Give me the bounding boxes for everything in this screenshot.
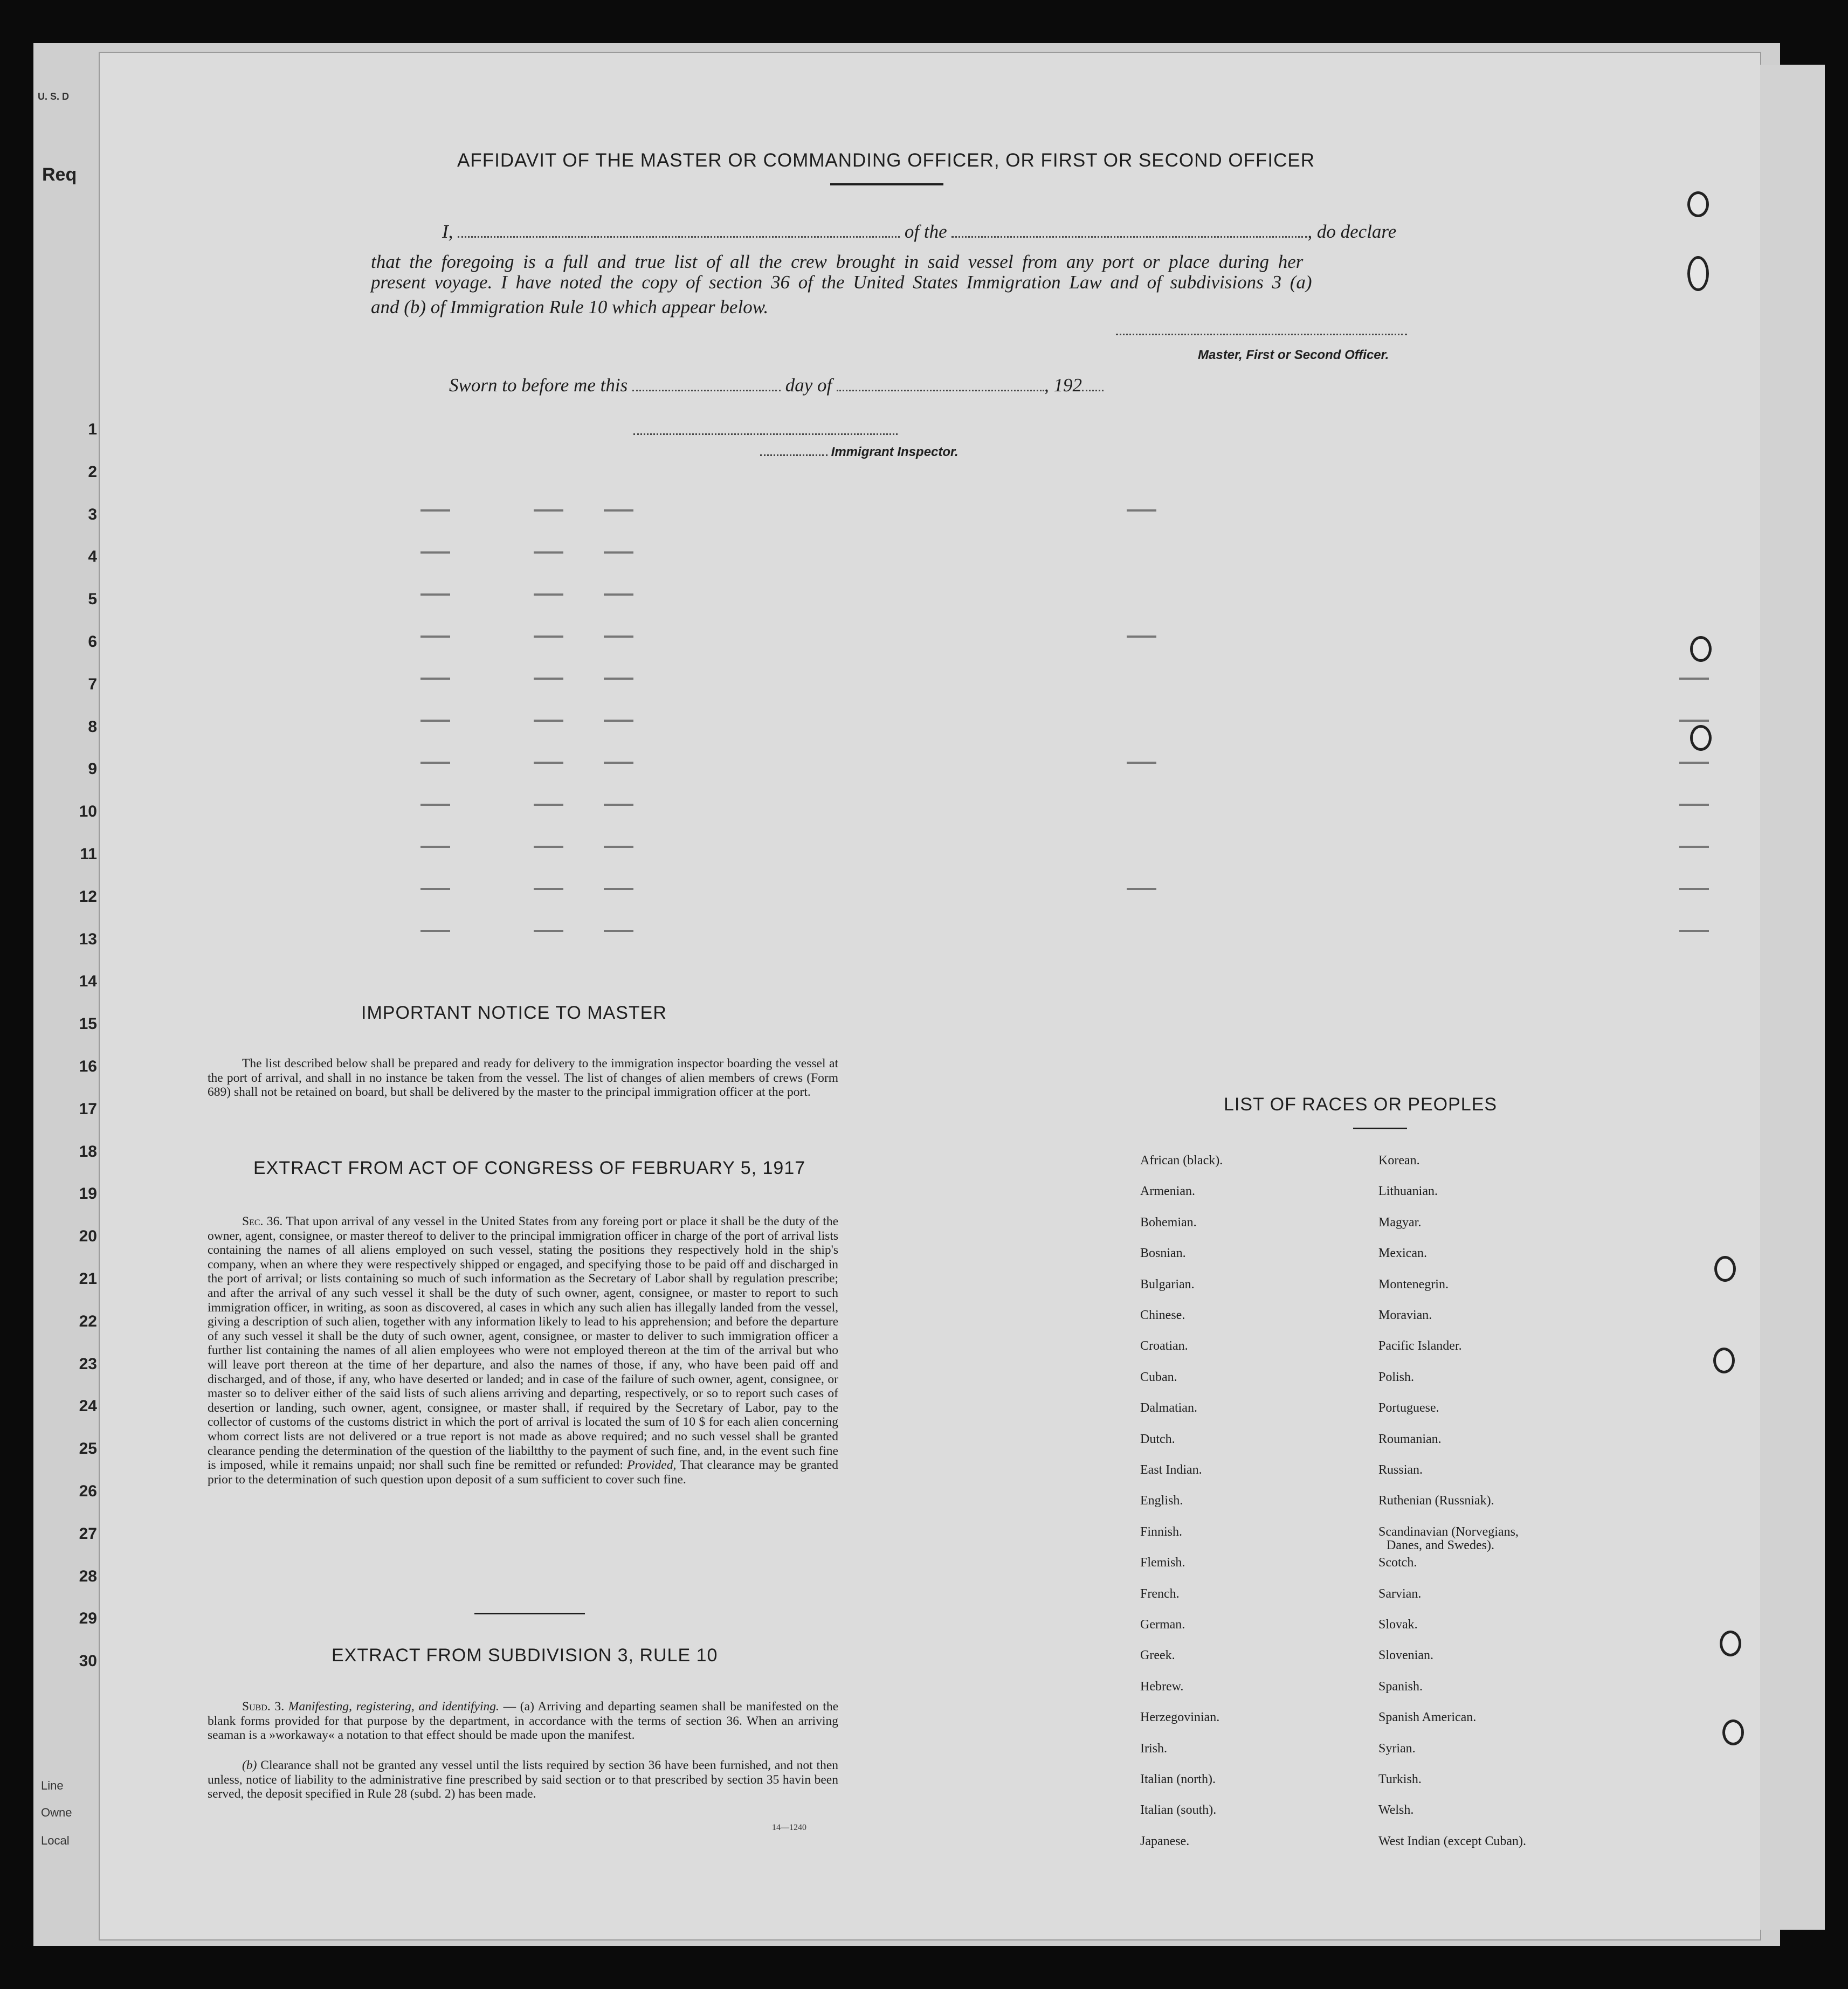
underlying-line-number: 7 — [88, 675, 97, 693]
race-item: Chinese. — [1140, 1308, 1185, 1322]
right-edge-strip — [1760, 65, 1825, 1930]
underlying-line-number: 21 — [79, 1270, 97, 1288]
race-item: Scotch. — [1378, 1556, 1417, 1570]
underlying-line-number: 23 — [79, 1355, 97, 1373]
punch-hole-icon — [1687, 256, 1709, 291]
affidavit-line-2: that the foregoing is a full and true list of all the crew brought in said vessel from any port or place during her — [371, 251, 1304, 272]
underlying-line-number: 8 — [88, 717, 97, 736]
underlying-line-numbers — [33, 81, 98, 1903]
affidavit-i: I, — [442, 221, 453, 242]
race-item: Herzegovinian. — [1140, 1710, 1220, 1725]
race-item: Bulgarian. — [1140, 1277, 1195, 1292]
race-item: French. — [1140, 1586, 1180, 1601]
underlying-line-number: 24 — [79, 1397, 97, 1415]
rule-subd-heading: Manifesting, registering, and identifying. — [288, 1700, 499, 1714]
inspector-leader-dots — [760, 445, 828, 456]
race-item: West Indian (except Cuban). — [1378, 1834, 1526, 1848]
underlying-line-number: 14 — [79, 972, 97, 991]
inspector-signature-label — [760, 445, 959, 460]
underlying-line-number: 5 — [88, 590, 97, 609]
month-blank — [837, 377, 1044, 391]
act-section-label: Sec. 36. — [242, 1214, 283, 1228]
race-item: African (black). — [1140, 1154, 1223, 1168]
show-through-dash — [420, 846, 450, 848]
underlying-footer-owner: Owne — [41, 1806, 72, 1819]
underlying-line-number: 9 — [88, 760, 97, 778]
show-through-dash — [420, 678, 450, 680]
rule-b-text: Clearance shall not be granted any vessel until the lists required by section 36 have been furnished, and not then unless, notice of liability to the administrative fine prescribed by said section or to that prescribed by section 35 havin been served, the deposit specified in Rule 28 (subd. 2) has been made. — [208, 1758, 839, 1801]
show-through-dash — [604, 720, 633, 722]
show-through-dash — [1127, 509, 1156, 512]
show-through-dash — [534, 720, 563, 722]
punch-hole-icon — [1687, 191, 1709, 217]
race-item: Croatian. — [1140, 1339, 1188, 1353]
act-body — [208, 1214, 838, 1487]
show-through-dash — [534, 846, 563, 848]
show-through-dash — [604, 551, 633, 554]
race-item: Bosnian. — [1140, 1246, 1186, 1261]
rule-a-text: — (a) Arriving and departing seamen shall be manifested on the blank forms provided for that purpose by the department, in accordance with the terms of section 36. When an arriving seaman is a »workaway« a notation to that effect should be made upon the manifest. — [208, 1700, 839, 1743]
show-through-dash — [1127, 636, 1156, 638]
underlying-line-number: 29 — [79, 1610, 97, 1628]
affidavit-title: AFFIDAVIT OF THE MASTER OR COMMANDING OFFICER, OR FIRST OR SECOND OFFICER — [457, 150, 1315, 171]
underlying-line-number: 13 — [79, 930, 97, 948]
race-item: Korean. — [1378, 1154, 1420, 1168]
punch-hole-icon — [1690, 725, 1712, 751]
underlying-req-label: Req — [42, 164, 77, 185]
race-item: Flemish. — [1140, 1556, 1185, 1570]
underlying-line-number: 26 — [79, 1482, 97, 1500]
race-item: Mexican. — [1378, 1246, 1427, 1261]
show-through-dash — [604, 509, 633, 512]
race-item: Ruthenian (Russniak). — [1378, 1494, 1494, 1508]
race-item: Montenegrin. — [1378, 1277, 1449, 1292]
race-item: Greek. — [1140, 1648, 1175, 1663]
form-number: 14—1240 — [772, 1823, 806, 1832]
race-item: Lithuanian. — [1378, 1184, 1438, 1199]
show-through-dash — [534, 636, 563, 638]
underlying-line-number: 22 — [79, 1312, 97, 1330]
year-blank — [1082, 377, 1104, 391]
show-through-dash — [604, 593, 633, 596]
underlying-line-number: 25 — [79, 1440, 97, 1458]
show-through-dash — [420, 509, 450, 512]
race-item: Spanish American. — [1378, 1710, 1477, 1725]
race-item: Russian. — [1378, 1463, 1423, 1477]
race-item: East Indian. — [1140, 1463, 1202, 1477]
race-item: Italian (north). — [1140, 1772, 1216, 1786]
punch-hole-icon — [1720, 1631, 1741, 1656]
show-through-dash — [534, 593, 563, 596]
show-through-dash — [420, 930, 450, 932]
race-item: Hebrew. — [1140, 1679, 1184, 1694]
underlying-line-number: 12 — [79, 887, 97, 906]
underlying-line-number: 15 — [79, 1015, 97, 1033]
race-item: English. — [1140, 1494, 1183, 1508]
sworn-text: Sworn to before me this — [449, 375, 628, 396]
show-through-dash — [1127, 762, 1156, 764]
sworn-line — [449, 375, 1104, 396]
affidavit-line-1 — [442, 221, 1396, 243]
underlying-top-label: U. S. D — [38, 91, 70, 102]
underlying-line-number: 20 — [79, 1227, 97, 1246]
underlying-line-number: 18 — [79, 1142, 97, 1161]
show-through-dash — [534, 804, 563, 806]
underlying-line-number: 11 — [80, 845, 97, 863]
show-through-dash — [534, 762, 563, 764]
show-through-dash — [604, 636, 633, 638]
race-item: Slovak. — [1378, 1618, 1418, 1632]
punch-hole-icon — [1714, 1256, 1736, 1282]
act-title: EXTRACT FROM ACT OF CONGRESS OF FEBRUARY 5, 1917 — [253, 1158, 806, 1178]
show-through-dash — [1679, 930, 1709, 932]
race-item: Dalmatian. — [1140, 1401, 1197, 1415]
show-through-dash — [1679, 678, 1709, 680]
race-item: Japanese. — [1140, 1834, 1190, 1848]
show-through-dash — [420, 720, 450, 722]
underlying-line-number: 6 — [88, 633, 97, 651]
race-item: Scandinavian (Norvegians, — [1378, 1524, 1519, 1539]
race-item: Dutch. — [1140, 1432, 1175, 1446]
affidavit-declare: , do declare — [1307, 221, 1397, 242]
underlying-line-number: 4 — [88, 548, 97, 566]
race-item: Moravian. — [1378, 1308, 1432, 1322]
race-item: Slovenian. — [1378, 1648, 1433, 1663]
punch-hole-icon — [1713, 1348, 1735, 1373]
race-item: Portuguese. — [1378, 1401, 1439, 1415]
underlying-line-number: 2 — [88, 462, 97, 481]
show-through-dash — [420, 804, 450, 806]
year-text: , 192 — [1044, 375, 1082, 396]
show-through-dash — [604, 678, 633, 680]
affidavit-line-3: present voyage. I have noted the copy of section 36 of the United States Immigration Law and of subdivisions 3 (a) — [371, 272, 1312, 293]
race-item: Turkish. — [1378, 1772, 1422, 1786]
show-through-dash — [1679, 888, 1709, 890]
underlying-line-number: 30 — [79, 1652, 97, 1670]
show-through-dash — [420, 593, 450, 596]
show-through-dash — [1679, 720, 1709, 722]
show-through-dash — [1679, 762, 1709, 764]
underlying-line-number: 28 — [79, 1567, 97, 1585]
vessel-blank — [951, 223, 1307, 238]
notice-title: IMPORTANT NOTICE TO MASTER — [361, 1003, 667, 1023]
show-through-dash — [420, 551, 450, 554]
affidavit-line-4: and (b) of Immigration Rule 10 which appear below. — [371, 296, 769, 317]
race-item: Syrian. — [1378, 1741, 1416, 1756]
race-item: Armenian. — [1140, 1184, 1195, 1199]
show-through-dash — [604, 804, 633, 806]
underlying-line-number: 10 — [79, 803, 97, 821]
show-through-dash — [420, 888, 450, 890]
race-item: Spanish. — [1378, 1679, 1423, 1694]
underlying-footer-local: Local — [41, 1834, 70, 1847]
show-through-dash — [604, 846, 633, 848]
punch-hole-icon — [1690, 636, 1712, 662]
race-item: German. — [1140, 1618, 1185, 1632]
race-item: Cuban. — [1140, 1370, 1177, 1384]
show-through-dash — [534, 509, 563, 512]
show-through-dash — [1127, 888, 1156, 890]
races-title: LIST OF RACES OR PEOPLES — [1224, 1094, 1498, 1115]
underlying-line-number: 27 — [79, 1524, 97, 1543]
race-item: Welsh. — [1378, 1803, 1414, 1818]
race-item: Finnish. — [1140, 1524, 1183, 1539]
notice-body: The list described below shall be prepared and ready for delivery to the immigration inspector boarding the vessel at the port of arrival, and shall in no instance be taken from the vessel. The list of changes of alien members of crews (Form 689) shall not be retained on board, but shall be delivered by the master to the principal immigration officer at the port. — [208, 1056, 838, 1100]
show-through-dash — [534, 888, 563, 890]
show-through-dash — [604, 930, 633, 932]
show-through-dash — [534, 551, 563, 554]
show-through-dash — [1679, 804, 1709, 806]
rule-b-paragraph — [208, 1758, 838, 1801]
affidavit-of-the: of the — [904, 221, 947, 242]
inspector-signature-line — [633, 431, 898, 435]
underlying-line-number: 17 — [79, 1100, 97, 1118]
race-item: Pacific Islander. — [1378, 1339, 1462, 1353]
day-blank — [632, 377, 781, 391]
show-through-dash — [604, 762, 633, 764]
race-item: Bohemian. — [1140, 1215, 1197, 1230]
underlying-line-number: 3 — [88, 505, 97, 523]
name-blank — [458, 223, 900, 238]
underlying-line-number: 1 — [88, 420, 97, 438]
officer-signature-label: Master, First or Second Officer. — [1198, 348, 1389, 362]
underlying-line-number: 16 — [79, 1058, 97, 1075]
race-item: Irish. — [1140, 1741, 1167, 1756]
show-through-dash — [534, 930, 563, 932]
races-title-rule — [1353, 1128, 1407, 1129]
show-through-dash — [1679, 846, 1709, 848]
act-rule — [474, 1613, 585, 1614]
underlying-line-number: 19 — [79, 1185, 97, 1203]
show-through-dash — [420, 636, 450, 638]
race-item: Italian (south). — [1140, 1803, 1217, 1818]
race-item: Sarvian. — [1378, 1586, 1422, 1601]
show-through-dash — [534, 678, 563, 680]
day-of-text: day of — [785, 375, 832, 396]
rule-title: EXTRACT FROM SUBDIVISION 3, RULE 10 — [332, 1645, 718, 1666]
officer-signature-line — [1116, 332, 1407, 335]
show-through-dash — [604, 888, 633, 890]
title-underline — [830, 183, 943, 185]
underlying-footer-line: Line — [41, 1779, 64, 1792]
race-item: Roumanian. — [1378, 1432, 1442, 1446]
race-item: Magyar. — [1378, 1215, 1422, 1230]
inspector-label-text: Immigrant Inspector. — [831, 445, 959, 459]
act-body-end: That clearance may be granted prior to the determination of such question upon deposit of a sum sufficient to cover such fine. — [208, 1458, 839, 1487]
rule-a-paragraph — [208, 1700, 838, 1743]
punch-hole-icon — [1722, 1719, 1744, 1745]
race-item: Danes, and Swedes). — [1387, 1538, 1494, 1552]
race-item: Polish. — [1378, 1370, 1415, 1384]
rule-subd-label: Subd. 3. — [242, 1700, 285, 1714]
rule-b-label: (b) — [242, 1758, 257, 1772]
show-through-dash — [420, 762, 450, 764]
act-body-text: That upon arrival of any vessel in the United States from any foreing port or place it shall be the duty of the owner, agent, consignee, or master thereof to deliver to the principal immigration officer in charge of the port of arrival lists containing the names of all aliens employed on such vessel, stating the positions they respectively hold in the ship's company, when an where they were respectively shipped or engaged, and specifying those to be paid off and discharged in the port of arrival; or lists containing so much of such information as the Secretary of Labor shall by regulation prescribe; and after the arrival of any such vessel it shall be the duty of such owner, agent, consignee, or master to report to such immigration officer, in writing, as soon as discovered, al cases in which any such alien has illegally landed from the vessel, giving a description of such alien, together with any information likely to lead to his apprehension; and before the departure of any such vessel it shall be the duty of such owner, agent, consignee, or master to deliver to such immigration officer a further list containing the names of all alien employees who were not employed thereon at the tim of the arrival but who will leave port thereon at the time of her departure, and also the names of those, if any, who have been paid off and discharged, and of those, if any, who have deserted or landed; and in case of the failure of such owner, agent, consignee, or master so to deliver either of the said lists of such aliens arriving and departing, respectively, or so to report such cases of desertion or landing, such owner, agent, consignee, or master shall, if required by the Secretary of Labor, pay to the collector of customs of the customs district in which the port of arrival is located the sum of 10 $ for each alien concerning whom correct lists are not delivered or a true report is not made as above required; and no such vessel shall be granted clearance pending the determination of the question of the liabiltthy to the payment of such fine, and, in the event such fine is imposed, while it remains unpaid; nor shall such fine be remitted or refunded: — [208, 1214, 839, 1473]
act-provided: Provided, — [627, 1458, 677, 1473]
